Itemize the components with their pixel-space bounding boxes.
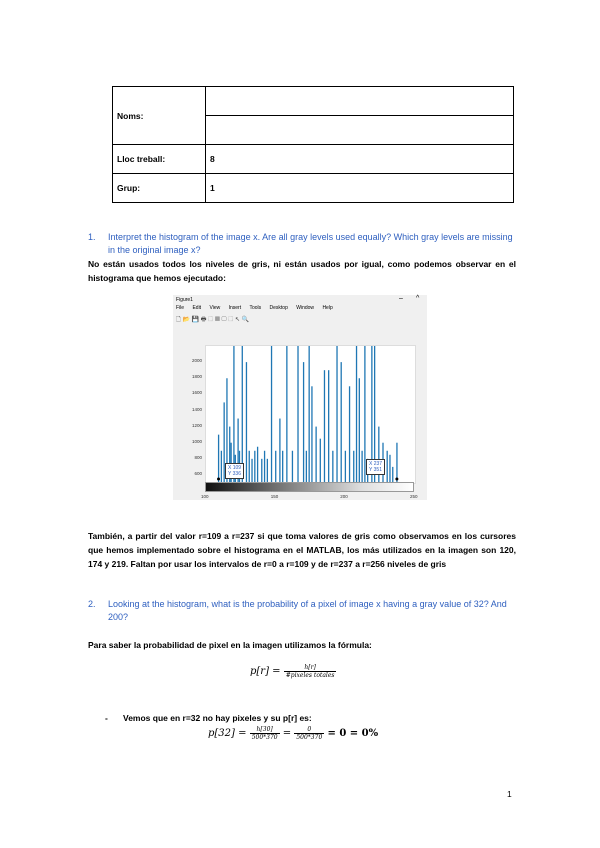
histogram-bar (282, 451, 283, 483)
menu-view[interactable]: View (209, 305, 221, 311)
histogram-bar (297, 346, 298, 483)
formula-2-denominator-1: 500*370 (251, 734, 278, 741)
formula-1-denominator: #pixeles totales (285, 672, 335, 679)
histogram-bar (341, 362, 342, 483)
histogram-bar (353, 451, 354, 483)
gray-colorbar (205, 482, 414, 492)
x-tick-label: 200 (340, 494, 348, 499)
cursor-marker[interactable] (217, 478, 220, 481)
question-2-number: 2. (88, 599, 96, 609)
menu-file[interactable]: File (176, 305, 185, 311)
histogram-bar (254, 451, 255, 483)
histogram-bar (320, 439, 321, 483)
question-2 (88, 598, 518, 626)
y-tick-label: 1800 (191, 374, 202, 380)
histogram-bar (271, 346, 272, 483)
answer-1: No están usados todos los niveles de gris, ni están usados por igual, como podemos observar en el histograma que hemos ejecutado: (88, 259, 516, 283)
formula-2-eq: = (282, 728, 292, 739)
matlab-figure (173, 295, 427, 500)
histogram-bar (359, 378, 360, 483)
bullet-dash: - (105, 713, 108, 723)
histogram-bar (218, 435, 219, 483)
cursor-right-y: Y 351 (369, 467, 382, 473)
formula-2-denominator-2: 500*370 (296, 734, 323, 741)
histogram-bar (309, 346, 310, 483)
histogram-bar (279, 419, 280, 483)
menu-edit[interactable]: Edit (192, 305, 202, 311)
formula-p32 (208, 726, 378, 741)
histogram-bar (264, 451, 265, 483)
grup-value: 1 (206, 174, 514, 203)
x-tick-label: 150 (270, 494, 279, 499)
histogram-bar (249, 451, 250, 483)
histogram-bar (387, 451, 388, 483)
histogram-bar (315, 427, 316, 483)
histogram-bar (303, 362, 304, 483)
y-tick-label: 1600 (191, 390, 202, 396)
histogram-bar (286, 346, 287, 483)
histogram-bar (349, 386, 350, 483)
info-table (112, 86, 514, 203)
formula-2-rhs: = 0 = 0% (327, 728, 379, 739)
formula-2-fraction-1 (250, 726, 280, 741)
formula-1-lhs: p[r] = (250, 666, 281, 677)
lloc-label: Lloc treball: (113, 145, 206, 174)
figure-titlebar (173, 295, 427, 305)
formula-2-lhs: p[32] = (208, 728, 247, 739)
menu-insert[interactable]: Insert (228, 305, 242, 311)
menu-help[interactable]: Help (322, 305, 333, 311)
cursor-left-x: X 109 (228, 465, 242, 471)
cursor-right-x: X 237 (369, 461, 383, 467)
figure-menubar (173, 305, 427, 314)
y-tick-label: 1200 (191, 422, 202, 428)
menu-tools[interactable]: Tools (249, 305, 262, 311)
histogram-bar (246, 362, 247, 483)
cursor-tooltip-left[interactable] (225, 463, 244, 479)
histogram-bar (345, 451, 346, 483)
formula-2-numerator-1: h[30] (250, 726, 280, 734)
x-tick-label: 100 (201, 494, 209, 499)
formula-probability (250, 664, 336, 679)
histogram-bar (332, 451, 333, 483)
x-tick-label: 250 (410, 494, 418, 499)
question-1 (88, 231, 518, 259)
lloc-value: 8 (206, 145, 514, 174)
histogram-bar (328, 370, 329, 483)
histogram-bar (251, 459, 252, 483)
noms-value-2 (206, 116, 514, 145)
histogram-bar (392, 467, 393, 483)
answer-3: Para saber la probabilidad de pixel en la imagen utilizamos la fórmula: (88, 640, 372, 650)
figure-toolbar[interactable] (173, 314, 427, 326)
y-tick-label: 2000 (191, 358, 202, 364)
question-1-text: Interpret the histogram of the image x. Are all gray levels used equally? Which gray levels are missing in the original image x? (108, 232, 513, 255)
minimize-icon[interactable]: – (399, 295, 403, 302)
cursor-tooltip-right[interactable] (366, 459, 385, 475)
histogram-bar (389, 455, 390, 483)
y-tick-label: 600 (194, 470, 202, 476)
maximize-icon[interactable]: ^ (416, 295, 420, 302)
histogram-bar (221, 451, 222, 483)
answer-2: También, a partir del valor r=109 a r=237 si que toma valores de gris como observamos en los cursores que hemos implementado sobre el histograma en el MATLAB, los más utilizados en la imagen son 120, 174 y 219. Faltan por usar los intervalos de r=0 a r=109 y de r=237 a r=256 niveles de gris (88, 531, 516, 569)
cursor-marker[interactable] (395, 478, 398, 481)
y-tick-label: 1400 (191, 406, 202, 412)
menu-desktop[interactable]: Desktop (269, 305, 288, 311)
formula-1-fraction (284, 664, 337, 679)
histogram-bar (292, 451, 293, 483)
question-2-text: Looking at the histogram, what is the probability of a pixel of image x having a gray value of 32? And 200? (108, 599, 507, 622)
toolbar-icons[interactable]: 🗋 📂 💾 🖶 ⬚ ▦ ▢ ⬚ ↖ 🔍 (176, 317, 250, 323)
question-1-number: 1. (88, 232, 96, 242)
noms-value-1 (206, 87, 514, 116)
formula-2-numerator-2: 0 (294, 726, 324, 734)
histogram-bar (396, 443, 397, 483)
grup-label: Grup: (113, 174, 206, 203)
histogram-bar (257, 447, 258, 483)
histogram-bar (267, 459, 268, 483)
histogram-bar (306, 451, 307, 483)
noms-label: Noms: (113, 87, 206, 145)
cursor-left-y: Y 336 (228, 471, 241, 477)
page-number: 1 (507, 789, 512, 799)
formula-1-numerator: h[r] (284, 664, 337, 672)
histogram-bar (361, 451, 362, 483)
menu-window[interactable]: Window (296, 305, 315, 311)
histogram-bar (261, 459, 262, 483)
y-tick-label: 1000 (191, 438, 202, 444)
histogram-bar (336, 346, 337, 483)
histogram-bar (356, 346, 357, 483)
histogram-bar (311, 386, 312, 483)
histogram-bar (324, 370, 325, 483)
formula-2-fraction-2 (294, 726, 324, 741)
bullet-text: Vemos que en r=32 no hay pixeles y su p[r] es: (123, 713, 312, 723)
y-tick-label: 800 (194, 454, 202, 460)
histogram-bar (275, 451, 276, 483)
figure-title: Figure1 (176, 297, 193, 303)
